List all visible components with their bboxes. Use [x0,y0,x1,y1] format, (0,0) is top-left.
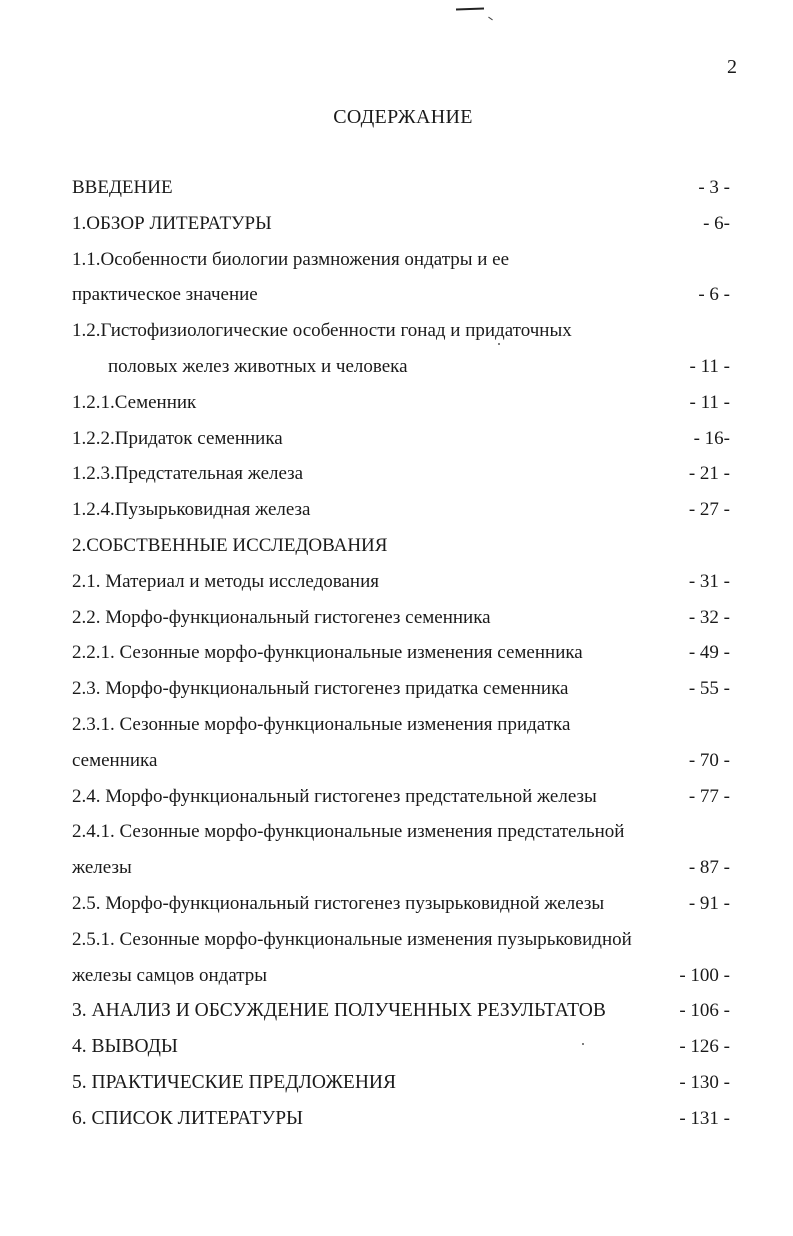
toc-entry-page: - 55 - [688,678,730,700]
toc-entry [72,242,736,278]
toc-entry-title: железы [72,857,132,879]
toc-entry-title: 2.3. Морфо-функциональный гистогенез придатка семенника [72,678,569,700]
toc-entry-page: - 77 - [688,785,730,807]
toc-entry-page: - 106 - [679,1000,730,1022]
toc-entry-page: - 70 - [688,749,730,771]
toc-entry-title: 1.1.Особенности биологии размножения ондатры и ее [72,248,510,270]
toc-entry-title: 2.2. Морфо-функциональный гистогенез семенника [72,606,491,628]
toc-entry-title: 1.ОБЗОР ЛИТЕРАТУРЫ [72,212,272,234]
toc-entry-title: 2.4.1. Сезонные морфо-функциональные изменения предстательной [72,821,625,843]
toc-entry-title: 2.3.1. Сезонные морфо-функциональные изменения придатка [72,713,571,735]
toc-entry [72,707,736,743]
toc-entry [72,421,736,457]
toc-entry-title: 2.5.1. Сезонные морфо-функциональные изменения пузырьковидной [72,928,632,950]
toc-entry-title: 4. ВЫВОДЫ [72,1036,178,1058]
toc-entry-page: - 91 - [688,892,730,914]
toc-entry-title: 1.2.1.Семенник [72,391,197,413]
toc-entry-page: - 100 - [679,964,730,986]
toc-entry [72,1065,736,1101]
toc-entry-title: 5. ПРАКТИЧЕСКИЕ ПРЕДЛОЖЕНИЯ [72,1071,396,1093]
toc-entry [72,886,736,922]
toc-entry-page: - 27 - [688,499,730,521]
toc-entry [72,1029,736,1065]
toc-entry-title: 2.СОБСТВЕННЫЕ ИССЛЕДОВАНИЯ [72,534,388,556]
toc-entry-page: - 49 - [688,642,730,664]
toc-entry [72,170,736,206]
toc-entry [72,206,736,242]
toc-entry [72,349,736,385]
toc-entry-title: 1.2.4.Пузырьковидная железа [72,499,311,521]
toc-entry [72,277,736,313]
toc-entry [72,814,736,850]
toc-entry [72,600,736,636]
toc-entry-title: 6. СПИСОК ЛИТЕРАТУРЫ [72,1107,304,1129]
scan-artifact-mark [488,17,493,21]
toc-entry [72,456,736,492]
toc-entry-page: - 16- [693,427,730,449]
toc-entry-title: 1.2.2.Придаток семенника [72,427,283,449]
toc-entry-page: - 11 - [689,355,730,377]
page-title: СОДЕРЖАНИЕ [333,106,473,128]
toc-entry [72,635,736,671]
toc-entry-title: половых желез животных и человека [108,355,408,377]
toc-entry-page: - 126 - [679,1036,730,1058]
toc-entry-title: 2.1. Материал и методы исследования [72,570,379,592]
toc-entry-title: ВВЕДЕНИЕ [72,177,173,198]
toc-entry-title: семенника [72,749,158,771]
toc-entry-page: - 11 - [689,391,730,413]
toc-entry-title: практическое значение [72,284,258,306]
toc-entry [72,528,736,564]
toc-entry [72,385,736,421]
toc-entry-page: - 130 - [679,1071,730,1093]
toc-entry-page: - 21 - [688,463,730,485]
toc-entry-page: - 3 - [698,177,730,198]
toc-entry [72,779,736,815]
toc-entry-title: 3. АНАЛИЗ И ОБСУЖДЕНИЕ ПОЛУЧЕННЫХ РЕЗУЛЬТАТОВ [72,1000,606,1022]
toc-entry [72,313,736,349]
toc-entry-title: 1.2.3.Предстательная железа [72,463,304,485]
toc-entry-page: - 87 - [688,857,730,879]
toc-entry [72,993,736,1029]
toc-entry [72,492,736,528]
toc-entry [72,922,736,958]
table-of-contents [72,170,736,1137]
toc-entry [72,958,736,994]
toc-entry-page: - 6 - [698,284,730,306]
scan-artifact-mark [456,8,484,11]
toc-entry-page: - 32 - [688,606,730,628]
toc-entry [72,743,736,779]
toc-entry-title: 1.2.Гистофизиологические особенности гонад и придаточных [72,320,572,342]
toc-entry-title: 2.2.1. Сезонные морфо-функциональные изменения семенника [72,642,583,664]
toc-entry [72,1101,736,1137]
page-number: 2 [727,56,737,78]
toc-entry-page: - 6- [703,212,730,234]
toc-entry [72,850,736,886]
toc-entry-title: 2.5. Морфо-функциональный гистогенез пузырьковидной железы [72,892,605,914]
toc-entry [72,564,736,600]
toc-entry-title: 2.4. Морфо-функциональный гистогенез предстательной железы [72,785,597,807]
toc-entry [72,671,736,707]
toc-entry-page: - 31 - [688,570,730,592]
toc-entry-page: - 131 - [679,1107,730,1129]
toc-entry-title: железы самцов ондатры [72,964,268,986]
